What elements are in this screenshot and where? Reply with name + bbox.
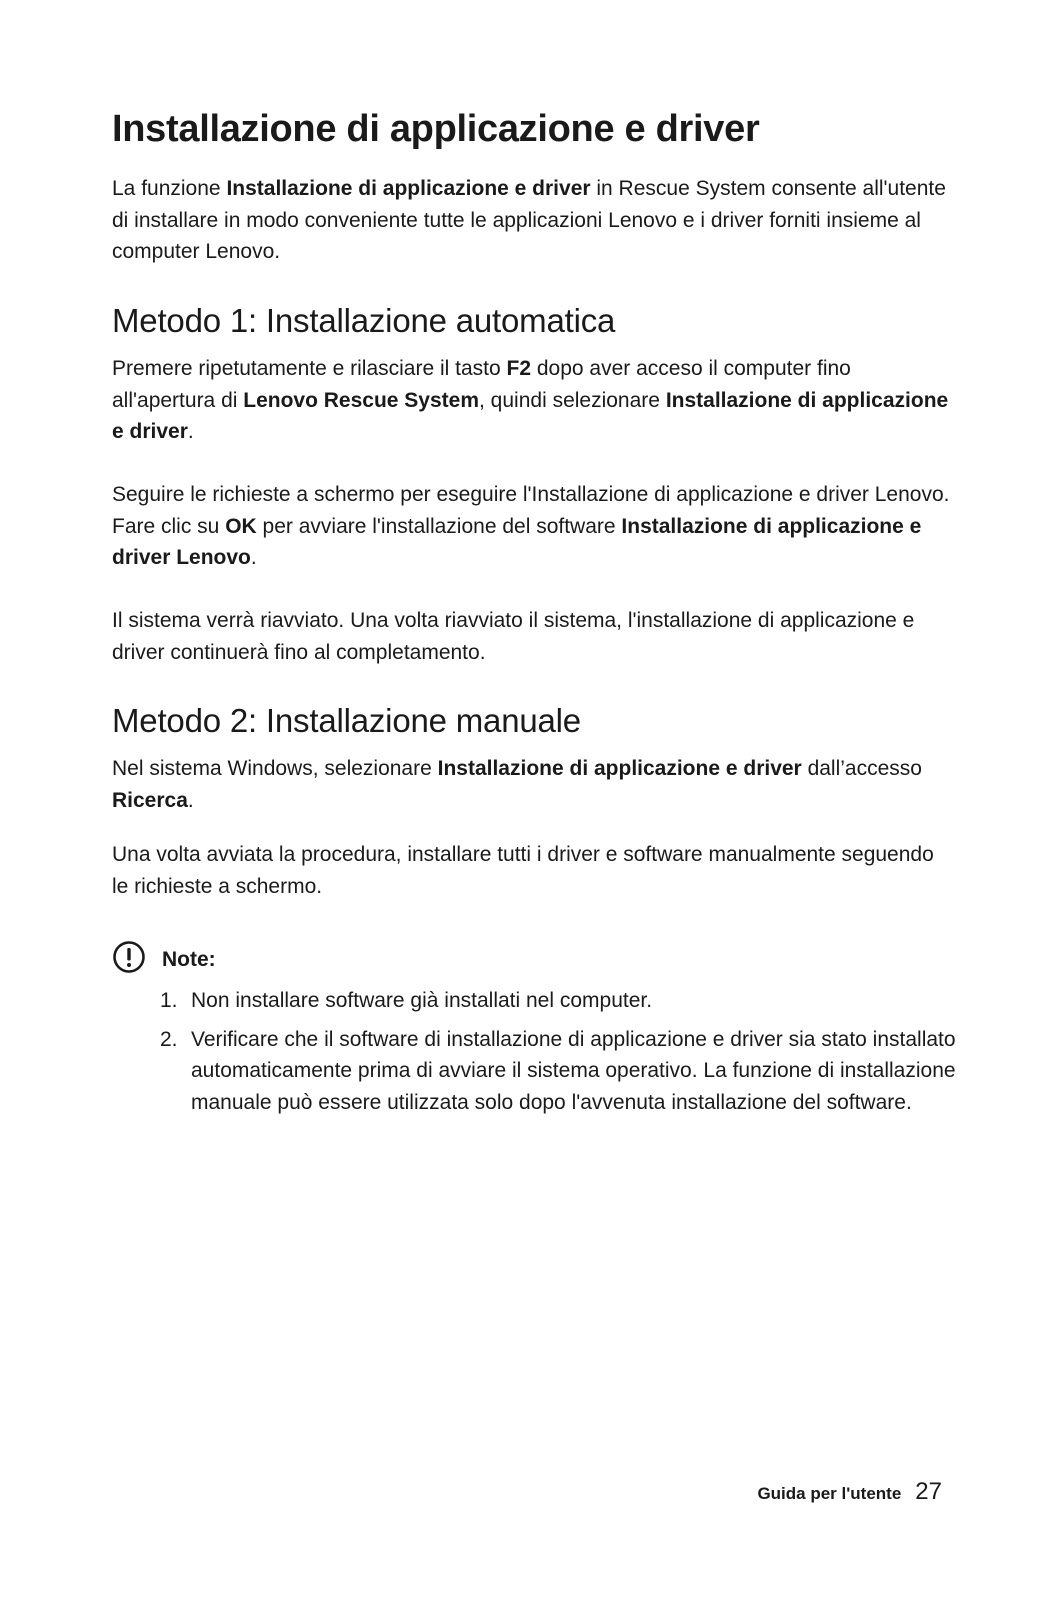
method1-paragraph-3: Il sistema verrà riavviato. Una volta riavviato il sistema, l'installazione di applicazione e driver continuerà fino al completamento. (112, 609, 915, 664)
m1p1-text-1: Premere ripetutamente e rilasciare il tasto (112, 357, 507, 380)
page-title: Installazione di applicazione e driver (112, 108, 760, 150)
m1p2-text-1: Seguire le richieste a schermo per eseguire l'Installazione di applicazione e driver Lenovo. Fare clic su (112, 483, 950, 538)
note-item-text: Non installare software già installati nel computer. (191, 989, 653, 1012)
note-item-number: 2. (160, 1027, 178, 1051)
footer-label: Guida per l'utente (757, 1484, 902, 1503)
intro-paragraph (112, 173, 952, 268)
note-header (112, 940, 412, 980)
m1p2-text-3: . (250, 546, 257, 569)
note-item (160, 985, 960, 1017)
note-list (160, 985, 960, 1125)
method1-paragraph-2 (112, 479, 952, 574)
page-footer (757, 1478, 942, 1506)
m1p1-text-3: , quindi selezionare (479, 388, 666, 412)
intro-text-1: La funzione (112, 177, 227, 200)
m1p1-text-4: . (187, 420, 194, 443)
m2p1-bold-2: Ricerca (112, 788, 188, 812)
exclamation-circle-icon (112, 940, 146, 974)
method1-paragraph-1 (112, 353, 952, 448)
intro-text-2: in Rescue System consente all'utente di installare in modo conveniente tutte le applicazioni Lenovo e i driver forniti insieme al computer Lenovo. (112, 177, 946, 263)
m2p1-text-3: . (187, 788, 194, 812)
method2-paragraph-2: Una volta avviata la procedura, installare tutti i driver e software manualmente seguendo le richieste a schermo. (112, 843, 934, 898)
method2-heading: Metodo 2: Installazione manuale (112, 702, 581, 739)
m1p1-bold-1: F2 (506, 357, 532, 380)
m2p1-text-2: dall’accesso (801, 757, 922, 780)
note-item-text: Verificare che il software di installazione di applicazione e driver sia stato installato automaticamente prima di avviare il sistema operativo. La funzione di installazione manuale può essere utilizzata solo dopo l'avvenuta installazione del software. (191, 1027, 956, 1114)
m1p1-text-2: dopo aver acceso il computer fino all'apertura di (112, 357, 851, 412)
method1-heading: Metodo 1: Installazione automatica (112, 302, 616, 339)
method2-paragraph-1 (112, 753, 952, 816)
note-item-number: 1. (160, 989, 178, 1012)
intro-bold-1: Installazione di applicazione e driver (226, 177, 591, 200)
m1p2-text-2: per avviare l'installazione del software (256, 514, 622, 538)
note-item (160, 1024, 960, 1119)
m1p1-bold-2: Lenovo Rescue System (243, 388, 480, 412)
page-number: 27 (915, 1478, 942, 1505)
m2p1-bold-1: Installazione di applicazione e driver (437, 757, 802, 780)
m1p2-bold-1: OK (225, 514, 257, 538)
note-label: Note: (162, 948, 216, 971)
m1p2-bold-2: Installazione di applicazione e driver Lenovo (112, 514, 922, 569)
m1p1-bold-3: Installazione di applicazione e driver (112, 388, 949, 443)
m2p1-text-1: Nel sistema Windows, selezionare (112, 757, 438, 780)
